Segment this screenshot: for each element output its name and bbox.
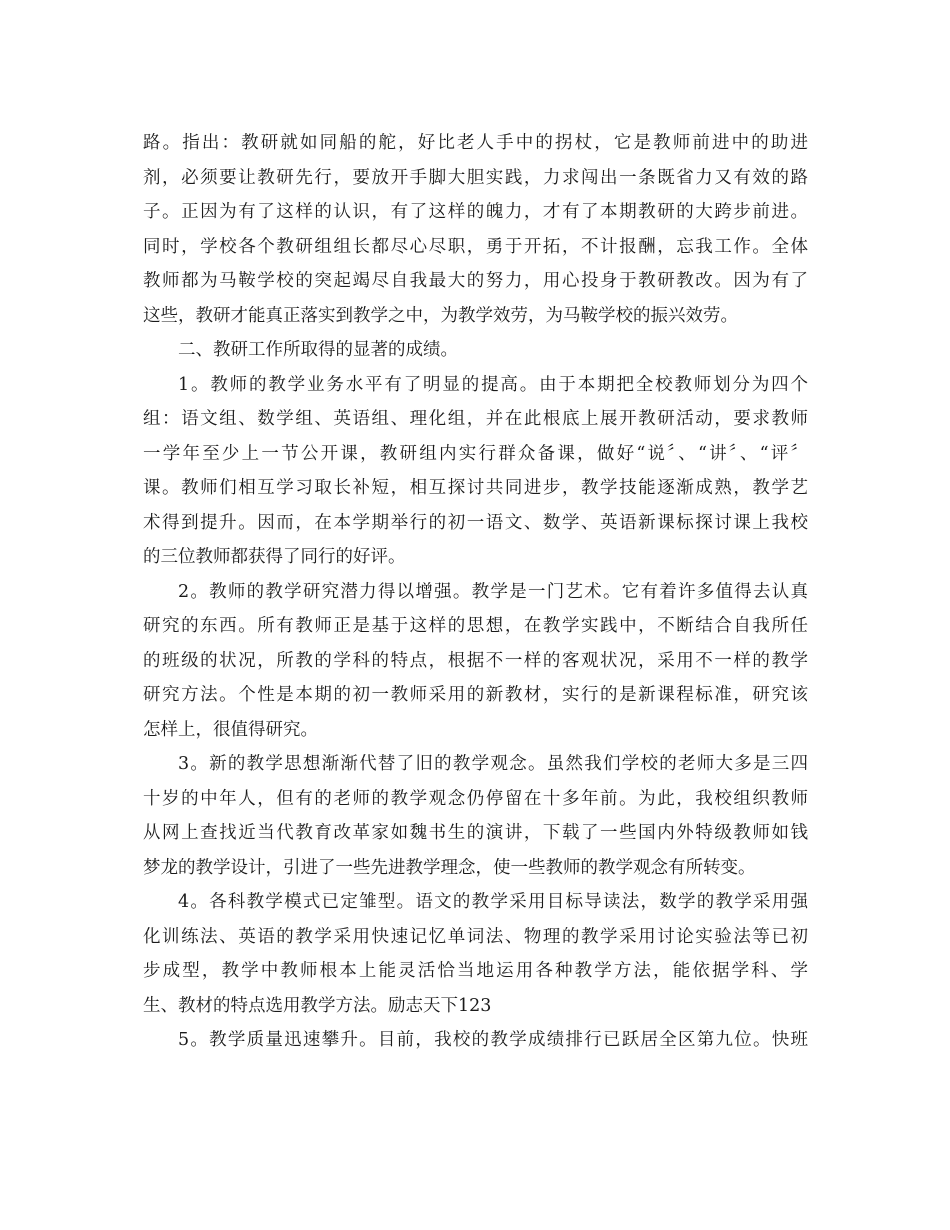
text-line: 一学年至少上一节公开课，教研组内实行群众备课，做好“说〞、“讲〞、“评〞 [143, 443, 808, 464]
text-line: 1。教师的教学业务水平有了明显的提高。由于本期把全校教师划分为四个 [178, 374, 808, 395]
text-line: 5。教学质量迅速攀升。目前，我校的教学成绩排行已跃居全区第九位。快班 [178, 1030, 808, 1050]
text-line: 的班级的状况，所教的学科的特点，根据不一样的客观状况，采用不一样的教学 [143, 650, 808, 671]
text-line: 组：语文组、数学组、英语组、理化组，并在此根底上展开教研活动，要求教师 [143, 409, 808, 429]
text-line: 研究的东西。所有教师正是基于这样的思想，在教学实践中，不断结合自我所任 [143, 616, 808, 636]
text-line: 这些，教研才能真正落实到教学之中，为教学效劳，为马鞍学校的振兴效劳。 [143, 305, 738, 326]
text-line: 教师都为马鞍学校的突起竭尽自我最大的努力，用心投身于教研教改。因为有了 [143, 271, 808, 291]
text-line: 十岁的中年人，但有的老师的教学观念仍停留在十多年前。为此，我校组织教师 [143, 788, 808, 809]
text-line: 课。教师们相互学习取长补短，相互探讨共同进步，教学技能逐渐成熟，教学艺 [143, 478, 808, 498]
text-line: 2。教师的教学研究潜力得以增强。教学是一门艺术。它有着许多值得去认真 [178, 581, 808, 602]
text-line: 同时，学校各个教研组组长都尽心尽职，勇于开拓，不计报酬，忘我工作。全体 [143, 236, 808, 257]
text-line: 剂，必须要让教研先行，要放开手脚大胆实践，力求闯出一条既省力又有效的路 [143, 167, 808, 188]
text-line: 研究方法。个性是本期的初一教师采用的新教材，实行的是新课程标准，研究该 [143, 685, 808, 705]
text-line: 路。指出：教研就如同船的舵，好比老人手中的拐杖，它是教师前进中的助进 [143, 133, 808, 153]
text-line: 的三位教师都获得了同行的好评。 [143, 547, 406, 567]
text-line: 生、教材的特点选用教学方法。励志天下123 [143, 995, 492, 1016]
text-line: 梦龙的教学设计，引进了一些先进教学理念，使一些教师的教学观念有所转变。 [143, 857, 756, 878]
text-line: 4。各科教学模式已定雏型。语文的教学采用目标导读法，数学的教学采用强 [178, 892, 808, 912]
text-line: 怎样上，很值得研究。 [143, 719, 318, 740]
document-body [143, 126, 808, 1058]
text-line: 二、教研工作所取得的显著的成绩。 [178, 340, 458, 360]
text-line: 术得到提升。因而，在本学期举行的初一语文、数学、英语新课标探讨课上我校 [143, 512, 808, 533]
text-line: 3。新的教学思想渐渐代替了旧的教学观念。虽然我们学校的老师大多是三四 [178, 754, 808, 774]
text-line: 从网上查找近当代教育改革家如魏书生的演讲，下载了一些国内外特级教师如钱 [143, 823, 808, 843]
text-line: 步成型，教学中教师根本上能灵活恰当地运用各种教学方法，能依据学科、学 [143, 961, 808, 981]
text-line: 子。正因为有了这样的认识，有了这样的魄力，才有了本期教研的大跨步前进。 [143, 202, 808, 222]
text-line: 化训练法、英语的教学采用快速记忆单词法、物理的教学采用讨论实验法等已初 [143, 926, 808, 947]
